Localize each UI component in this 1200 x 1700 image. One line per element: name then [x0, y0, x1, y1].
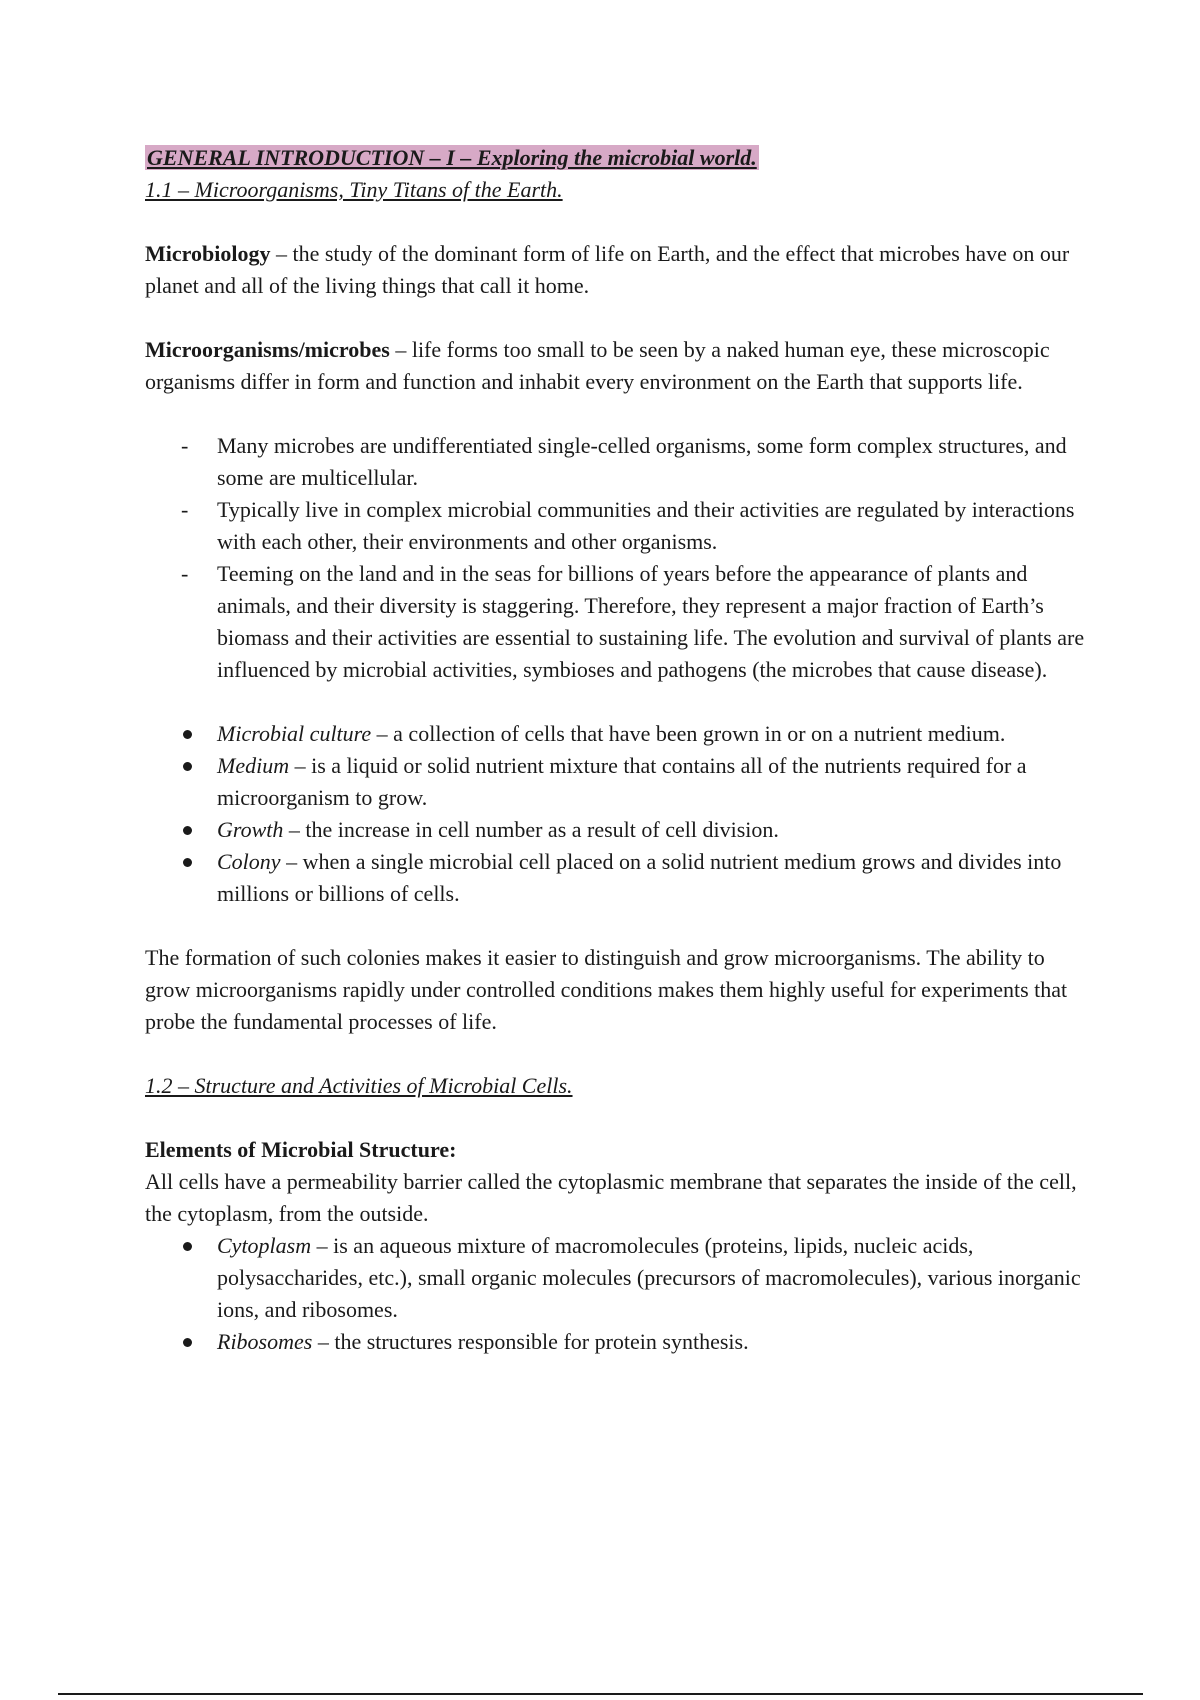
section-heading-1-2: 1.2 – Structure and Activities of Microbial Cells.: [145, 1073, 573, 1098]
spacer: [145, 398, 1095, 430]
definition-term: Growth: [217, 817, 284, 842]
bullet-icon: [183, 730, 192, 739]
list-item: [145, 846, 1095, 910]
microorganisms-definition: [145, 334, 1095, 398]
dash-marker: -: [181, 433, 189, 458]
definition-text: – a collection of cells that have been grown in or on a nutrient medium.: [371, 721, 1006, 746]
structure-term: Ribosomes: [217, 1329, 318, 1354]
spacer: [145, 686, 1095, 718]
list-item: [145, 750, 1095, 814]
spacer: [145, 302, 1095, 334]
microbiology-definition: [145, 238, 1095, 302]
bullet-icon: [183, 762, 192, 771]
list-item: [145, 1326, 1095, 1358]
list-item: [145, 718, 1095, 750]
structure-intro: All cells have a permeability barrier called the cytoplasmic membrane that separates the inside of the cell, the cytoplasm, from the outside.: [145, 1169, 1077, 1226]
microorganisms-text: – life forms too small to be seen by a naked human eye, these microscopic organisms differ in form and function and inhabit every environment on the Earth that supports life.: [145, 337, 1050, 394]
microbiology-text: – the study of the dominant form of life on Earth, and the effect that microbes have on our planet and all of the living things that call it home.: [145, 241, 1070, 298]
definition-text: – when a single microbial cell placed on a solid nutrient medium grows and divides into millions or billions of cells.: [217, 849, 1062, 906]
structure-heading: Elements of Microbial Structure:: [145, 1137, 457, 1162]
definition-term: Microbial culture: [217, 721, 372, 746]
spacer: [145, 910, 1095, 942]
title-line: [145, 142, 1095, 174]
dash-marker: -: [181, 497, 189, 522]
structure-text: – the structures responsible for protein synthesis.: [317, 1329, 749, 1354]
spacer: [145, 1102, 1095, 1134]
list-item: [145, 1230, 1095, 1326]
definition-term: Colony: [217, 849, 281, 874]
structure-text: – is an aqueous mixture of macromolecules (proteins, lipids, nucleic acids, polysaccharides, etc.), small organic molecules (precursors of macromolecules), various inorganic ions, and ribosomes.: [217, 1233, 1081, 1322]
list-item: [145, 430, 1095, 494]
bullet-icon: [183, 1338, 192, 1347]
microorganisms-term: Microorganisms/microbes: [145, 337, 390, 362]
spacer: [145, 1038, 1095, 1070]
definition-text: – is a liquid or solid nutrient mixture that contains all of the nutrients required for a microorganism to grow.: [217, 753, 1027, 810]
list-item-text: Many microbes are undifferentiated single-celled organisms, some form complex structures, and some are multicellular.: [217, 433, 1067, 490]
section-heading-1-1: 1.1 – Microorganisms, Tiny Titans of the Earth.: [145, 177, 563, 202]
dash-list: [145, 430, 1095, 686]
definition-text: – the increase in cell number as a result of cell division.: [283, 817, 779, 842]
definitions-list: [145, 718, 1095, 910]
microbiology-term: Microbiology: [145, 241, 271, 266]
definition-term: Medium: [217, 753, 290, 778]
list-item: [145, 814, 1095, 846]
list-item: [145, 558, 1095, 686]
list-item-text: Typically live in complex microbial communities and their activities are regulated by interactions with each other, their environments and other organisms.: [217, 497, 1075, 554]
spacer: [145, 206, 1095, 238]
colonies-paragraph: The formation of such colonies makes it easier to distinguish and grow microorganisms. The ability to grow microorganisms rapidly under controlled conditions makes them highly useful for experiments that probe the fundamental processes of life.: [145, 945, 1068, 1034]
list-item: [145, 494, 1095, 558]
list-item-text: Teeming on the land and in the seas for billions of years before the appearance of plants and animals, and their diversity is staggering. Therefore, they represent a major fraction of Earth’s biomass and their activities are essential to sustaining life. The evolution and survival of plants are influenced by microbial activities, symbioses and pathogens (the microbes that cause disease).: [217, 561, 1085, 682]
dash-marker: -: [181, 561, 189, 586]
bottom-divider: [58, 1693, 1143, 1695]
structure-list: [145, 1230, 1095, 1358]
document-title: GENERAL INTRODUCTION – I – Exploring the microbial world.: [147, 145, 757, 170]
bullet-icon: [183, 858, 192, 867]
structure-term: Cytoplasm: [217, 1233, 312, 1258]
bullet-icon: [183, 1242, 192, 1251]
page-content: [145, 142, 1095, 1358]
bullet-icon: [183, 826, 192, 835]
